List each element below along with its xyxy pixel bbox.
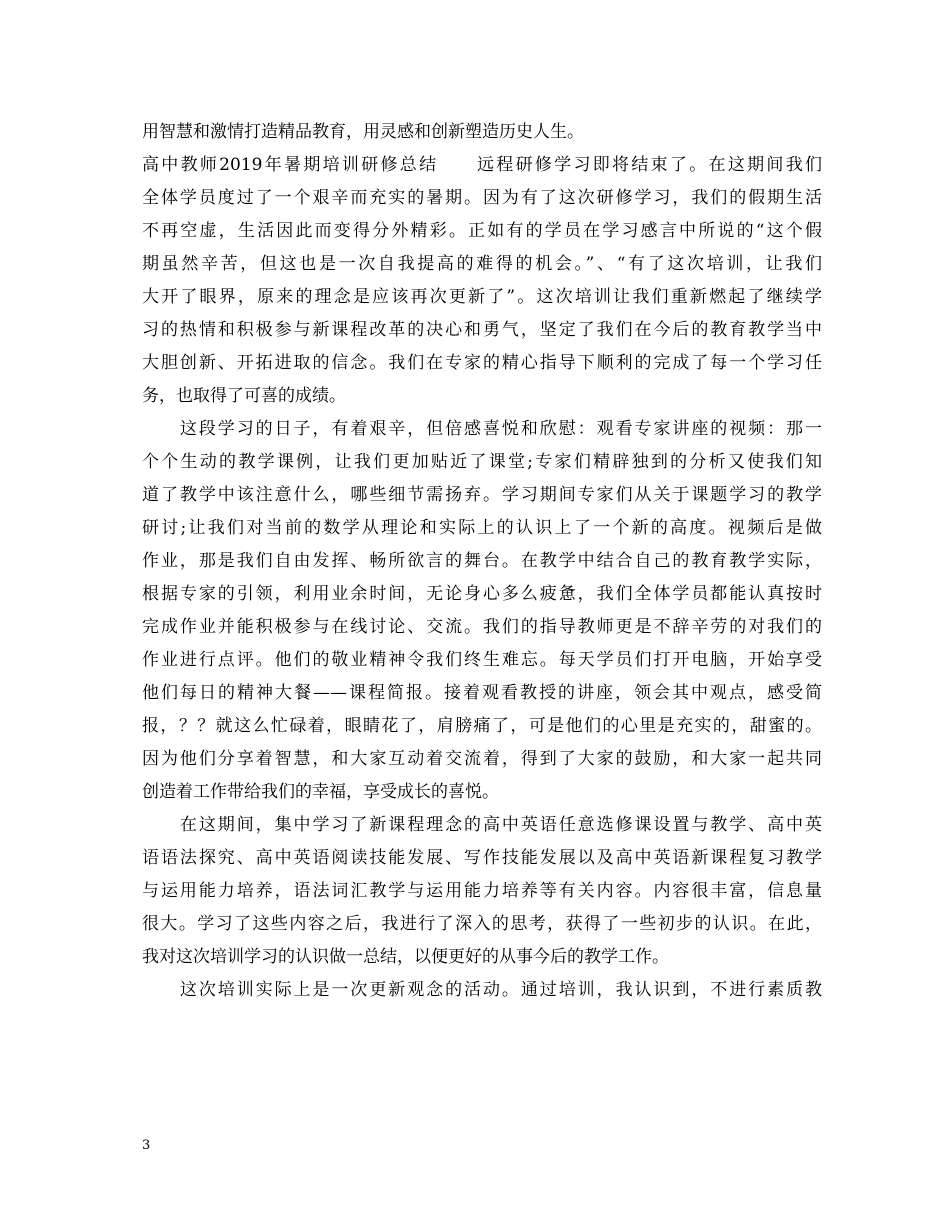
text-line-7: 习的热情和积极参与新课程改革的决心和勇气，坚定了我们在今后的教育教学当中 [142,320,822,340]
text-line-26: 我对这次培训学习的认识做一总结，以便更好的从事今后的教学工作。 [142,947,669,967]
text-line-15: 根据专家的引领，利用业余时间，无论身心多么疲惫，我们全体学员都能认真按时 [142,584,822,604]
text-line-16: 完成作业并能积极参与在线讨论、交流。我们的指导教师更是不辞辛劳的对我们的 [142,617,822,637]
text-line-12: 道了教学中该注意什么，哪些细节需扬弃。学习期间专家们从关于课题学习的教学 [142,485,822,505]
text-line-23: 语语法探究、高中英语阅读技能发展、写作技能发展以及高中英语新课程复习教学 [142,848,822,868]
text-line-4: 不再空虚，生活因此而变得分外精彩。正如有的学员在学习感言中所说的“这个假 [142,221,822,241]
text-line-17: 作业进行点评。他们的敬业精神令我们终生难忘。每天学员们打开电脑，开始享受 [142,650,822,670]
text-line-24: 与运用能力培养，语法词汇教学与运用能力培养等有关内容。内容很丰富，信息量 [142,881,822,901]
text-line-19: 报，？？就这么忙碌着，眼睛花了，肩膀痛了，可是他们的心里是充实的，甜蜜的。 [142,716,822,736]
text-line-21: 创造着工作带给我们的幸福，享受成长的喜悦。 [142,782,499,802]
text-line-14: 作业，那是我们自由发挥、畅所欲言的舞台。在教学中结合自己的教育教学实际， [142,551,822,571]
text-line-5: 期虽然辛苦，但这也是一次自我提高的难得的机会。”、“有了这次培训，让我们 [142,254,822,274]
text-line-1: 用智慧和激情打造精品教育，用灵感和创新塑造历史人生。 [142,122,584,142]
text-line-8: 大胆创新、开拓进取的信念。我们在专家的精心指导下顺利的完成了每一个学习任 [142,353,822,373]
text-line-13: 研讨;让我们对当前的数学从理论和实际上的认识上了一个新的高度。视频后是做 [142,518,822,538]
text-line-27: 这次培训实际上是一次更新观念的活动。通过培训，我认识到，不进行素质教 [142,980,822,1000]
body-text [142,116,822,1007]
text-line-25: 很大。学习了这些内容之后，我进行了深入的思考，获得了一些初步的认识。在此， [142,914,822,934]
text-line-6: 大开了眼界，原来的理念是应该再次更新了”。这次培训让我们重新燃起了继续学 [142,287,822,307]
text-line-3: 全体学员度过了一个艰辛而充实的暑期。因为有了这次研修学习，我们的假期生活 [142,188,822,208]
text-line-10: 这段学习的日子，有着艰辛，但倍感喜悦和欣慰：观看专家讲座的视频：那一 [142,419,822,439]
text-line-22: 在这期间，集中学习了新课程理念的高中英语任意选修课设置与教学、高中英 [142,815,822,835]
text-line-18: 他们每日的精神大餐——课程简报。接着观看教授的讲座，领会其中观点，感受简 [142,683,822,703]
text-line-2: 高中教师2019年暑期培训研修总结 远程研修学习即将结束了。在这期间我们 [142,155,822,175]
text-line-9: 务，也取得了可喜的成绩。 [142,386,346,406]
page-number: 3 [142,1138,151,1153]
text-line-20: 因为他们分享着智慧，和大家互动着交流着，得到了大家的鼓励，和大家一起共同 [142,749,822,769]
text-line-11: 个个生动的教学课例，让我们更加贴近了课堂;专家们精辟独到的分析又使我们知 [142,452,822,472]
